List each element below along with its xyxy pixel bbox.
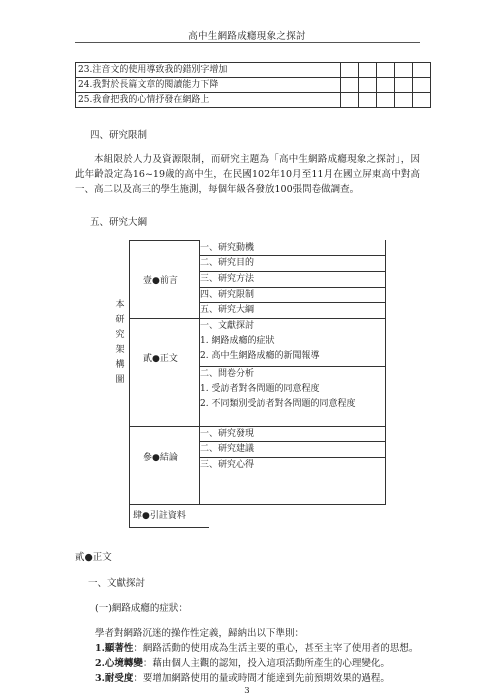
outline-item: 1. 受訪者對各問題的同意程度 [200, 384, 320, 394]
answer-cell [377, 93, 395, 108]
answer-cell [377, 78, 395, 93]
root-bracket [129, 240, 130, 528]
group-label: 壹●前言 [143, 276, 178, 286]
divider [129, 504, 385, 505]
group-label: 肆●引註資料 [133, 511, 186, 521]
outline-item: 一、文獻探討 [200, 321, 255, 331]
paragraph: 本組限於人力及資源限制，而研究主題為「高中生網路成癮現象之探討」，因此年齡設定為16~19歲的高中生，在民國102年10月至11月在國立屏東高中對高一、高二以及高三的學生施測，每個年級各發放100張問卷做調查。 [75, 154, 420, 195]
page-header: 高中生網路成癮現象之探討 [188, 31, 306, 42]
criterion-2 [95, 655, 390, 669]
subsection-title: 一、文獻探討 [88, 578, 146, 589]
table-row [76, 78, 431, 93]
page-number: 3 [244, 686, 250, 696]
answer-cell [413, 63, 431, 78]
outline-item: 二、研究建議 [200, 444, 255, 454]
outline-item: 四、研究限制 [200, 290, 255, 300]
chapter-title: 貳●正文 [75, 552, 112, 563]
outline-item: 五、研究大綱 [200, 305, 255, 315]
criterion-term: 3.耐受度 [95, 673, 134, 684]
table-row [76, 63, 431, 78]
question-text: 25.我會把我的心情抒發在網路上 [76, 93, 341, 108]
section-title: 五、研究大綱 [90, 217, 148, 228]
question-text: 24.我對於長篇文章的閱讀能力下降 [76, 78, 341, 93]
root-label: 本研究架構圖 [115, 300, 125, 385]
outline-item: 一、研究動機 [200, 243, 255, 253]
group-label: 參●結論 [143, 453, 178, 463]
divider [129, 426, 385, 427]
questionnaire-table [75, 62, 431, 108]
answer-cell [359, 78, 377, 93]
table-row [76, 93, 431, 108]
sub-subsection-title: (一)網路成癮的症狀： [95, 603, 188, 614]
header-rule [75, 42, 420, 43]
answer-cell [395, 63, 413, 78]
outline-item: 1. 網路成癮的症狀 [200, 336, 275, 346]
section-title: 四、研究限制 [90, 130, 148, 141]
criterion-term: 1.顯著性 [95, 643, 134, 654]
criterion-1 [95, 640, 418, 654]
intro-text: 學者對網路沉迷的操作性定義，歸納出以下準則： [95, 628, 305, 639]
connector-line [129, 527, 209, 528]
criterion-3 [95, 670, 390, 684]
outline-item: 三、研究方法 [200, 274, 255, 284]
outline-item: 一、研究發現 [200, 429, 255, 439]
answer-cell [359, 93, 377, 108]
criterion-desc: ：藉由個人主觀的認知，投入這項活動所產生的心理變化。 [142, 658, 390, 669]
outline-item: 2. 不同類別受訪者對各問題的同意程度 [200, 399, 356, 409]
outline-diagram [113, 240, 385, 529]
answer-cell [359, 63, 377, 78]
outline-item: 二、問卷分析 [200, 369, 255, 379]
criterion-desc: ：要增加網路使用的量或時間才能達到先前預期效果的過程。 [133, 673, 390, 684]
outline-item: 2. 高中生網路成癮的新聞報導 [200, 351, 320, 361]
criterion-desc: ：網路活動的使用成為生活主要的重心，甚至主宰了使用者的思想。 [133, 643, 419, 654]
answer-cell [341, 93, 359, 108]
divider [129, 318, 385, 319]
question-text: 23.注音文的使用導致我的錯別字增加 [76, 63, 341, 78]
answer-cell [341, 63, 359, 78]
criterion-term: 2.心境轉變 [95, 658, 143, 669]
answer-cell [377, 63, 395, 78]
answer-cell [395, 93, 413, 108]
answer-cell [341, 78, 359, 93]
answer-cell [413, 93, 431, 108]
connector-line [129, 240, 199, 241]
table-border [385, 240, 386, 505]
group-label: 貳●正文 [143, 354, 178, 364]
outline-item: 三、研究心得 [200, 460, 255, 470]
answer-cell [413, 78, 431, 93]
outline-item: 二、研究目的 [200, 258, 255, 268]
answer-cell [395, 78, 413, 93]
